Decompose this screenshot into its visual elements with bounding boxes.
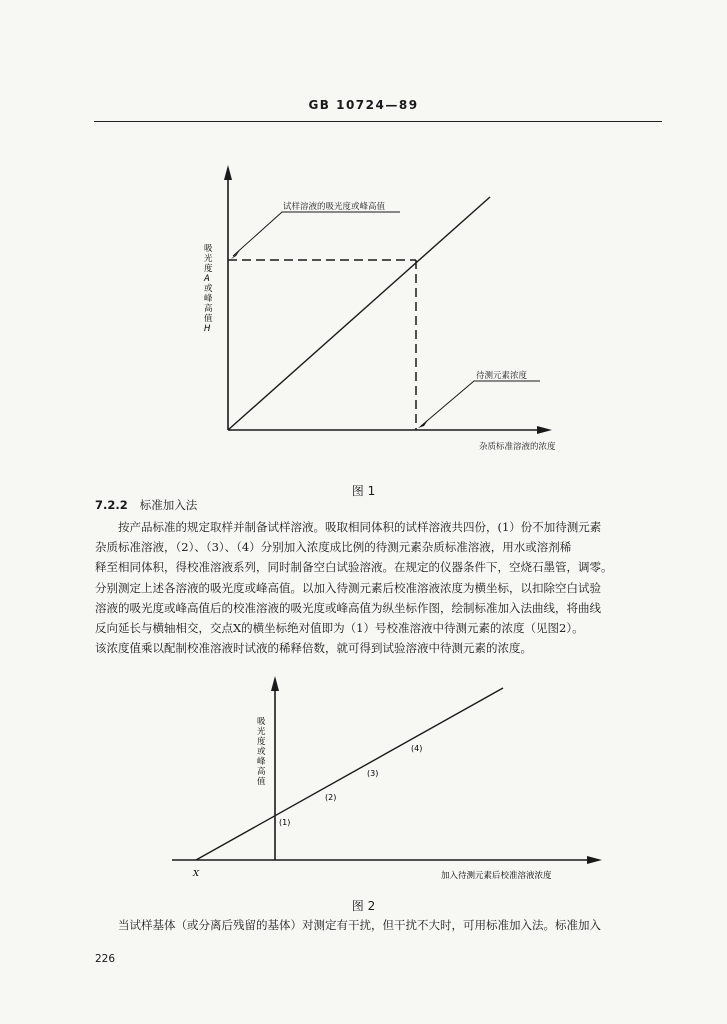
standard-number-header: GB 10724—89 xyxy=(308,98,419,112)
section-title: 标准加入法 xyxy=(139,498,198,512)
svg-text:峰: 峰 xyxy=(204,294,213,304)
fig1-x-axis-arrow xyxy=(537,426,552,434)
figure-2 xyxy=(0,665,727,895)
figure-1 xyxy=(0,155,727,455)
page-number: 226 xyxy=(95,953,116,965)
svg-text:H: H xyxy=(204,324,211,334)
figure-1-caption: 图 1 xyxy=(351,484,376,498)
paragraph-line-4: 分别测定上述各溶液的吸光度或峰高值。以加入待测元素后校准溶液浓度为横坐标，以扣除空白试验 xyxy=(95,580,601,595)
fig1-annotation-top: 试样溶液的吸光度或峰高值 xyxy=(283,202,386,212)
svg-text:高: 高 xyxy=(257,767,266,777)
fig2-x-intercept-label: X xyxy=(193,869,200,879)
fig2-y-axis-arrow xyxy=(271,676,279,691)
body-paragraph xyxy=(95,517,661,658)
fig1-annotation-leader-top xyxy=(233,212,400,256)
svg-text:A: A xyxy=(204,274,210,284)
header-rule xyxy=(94,121,662,122)
svg-text:吸: 吸 xyxy=(257,717,266,727)
paragraph-line-7: 该浓度值乘以配制校准溶液时试液的稀释倍数，就可得到试验溶液中待测元素的浓度。 xyxy=(95,641,532,656)
fig1-annotation-right: 待测元素浓度 xyxy=(476,371,528,381)
paragraph-line-2: 杂质标准溶液，（2）、（3）、（4）分别加入浓度成比例的待测元素杂质标准溶液，用水或溶剂稀 xyxy=(95,540,572,555)
fig1-y-axis-arrow xyxy=(224,165,232,180)
section-number: 7.2.2 xyxy=(95,498,128,512)
svg-text:光: 光 xyxy=(257,727,266,737)
svg-text:吸: 吸 xyxy=(204,244,213,254)
fig2-x-axis-arrow xyxy=(587,856,602,864)
fig2-y-axis-label xyxy=(257,717,266,787)
fig2-point-label-2: (2) xyxy=(325,793,337,802)
svg-text:度: 度 xyxy=(204,264,213,274)
svg-text:值: 值 xyxy=(204,314,213,324)
svg-text:或: 或 xyxy=(204,284,213,294)
svg-text:峰: 峰 xyxy=(257,757,266,767)
fig1-calibration-line xyxy=(228,197,490,430)
bottom-paragraph xyxy=(95,915,661,935)
paragraph-line-6: 反向延长与横轴相交，交点X的横坐标绝对值即为（1）号校准溶液中待测元素的浓度（见图2）。 xyxy=(95,621,584,636)
svg-text:或: 或 xyxy=(257,747,266,757)
fig1-x-axis-label: 杂质标准溶液的浓度 xyxy=(479,442,556,452)
svg-text:度: 度 xyxy=(257,737,266,747)
fig2-x-axis-label: 加入待测元素后校准溶液浓度 xyxy=(441,871,552,881)
fig2-point-label-4: (4) xyxy=(411,744,423,753)
svg-text:光: 光 xyxy=(204,254,213,264)
fig1-y-axis-label xyxy=(203,244,213,334)
fig1-annotation-leader-right xyxy=(421,381,540,426)
svg-text:值: 值 xyxy=(257,777,266,787)
fig2-point-label-3: (3) xyxy=(367,769,379,778)
bottom-paragraph-line: 当试样基体（或分离后残留的基体）对测定有干扰，但干扰不大时，可用标准加入法。标准加入 xyxy=(118,918,601,932)
fig2-standard-addition-line xyxy=(196,688,503,860)
figure-2-caption: 图 2 xyxy=(351,899,376,913)
paragraph-line-1: 按产品标准的规定取样并制备试样溶液。吸取相同体积的试样溶液共四份，(1）份不加待测元素 xyxy=(118,520,602,534)
paragraph-line-3: 释至相同体积，得校准溶液系列，同时制备空白试验溶液。在规定的仪器条件下，空烧石墨管，调零。 xyxy=(95,560,613,575)
svg-text:高: 高 xyxy=(204,304,213,314)
section-heading xyxy=(95,497,197,513)
fig2-point-label-1: (1) xyxy=(279,818,291,827)
paragraph-line-5: 溶液的吸光度或峰高值后的校准溶液的吸光度或峰高值为纵坐标作图，绘制标准加入法曲线，将曲线 xyxy=(95,600,601,615)
